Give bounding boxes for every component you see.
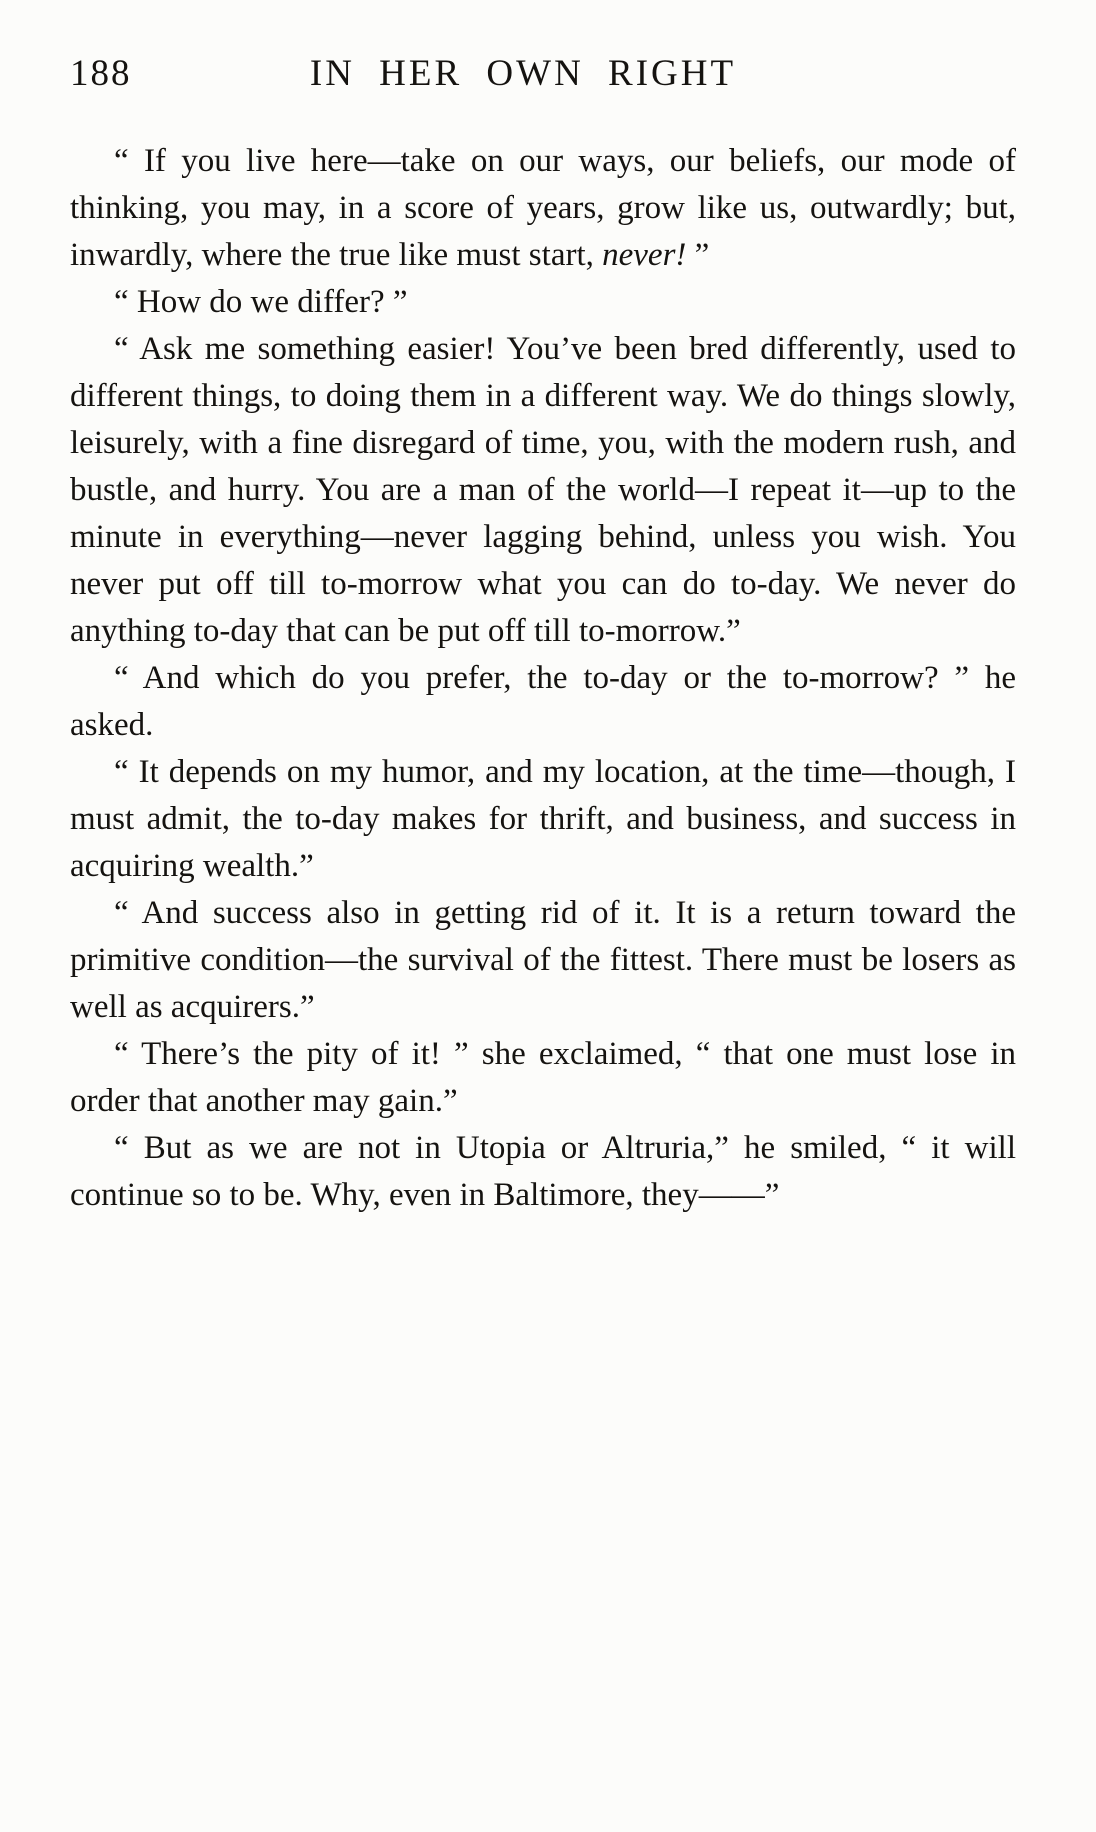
paragraph xyxy=(70,279,1016,326)
text-segment: “ How do we differ? ” xyxy=(114,284,408,320)
page-number: 188 xyxy=(70,53,132,94)
paragraph xyxy=(70,890,1016,1031)
italic-text: never! xyxy=(602,237,687,273)
paragraph xyxy=(70,1031,1016,1125)
text-segment: “ It depends on my humor, and my location, at the time—though, I must admit, the to-day makes for thrift, and business, and success in acquiring wealth.” xyxy=(70,754,1016,884)
text-segment: “ There’s the pity of it! ” she exclaimed, “ that one must lose in order that another may gain.” xyxy=(70,1036,1016,1119)
page-header xyxy=(70,52,1016,104)
text-segment: “ And success also in getting rid of it. It is a return toward the primitive condition—the survival of the fittest. There must be losers as well as acquirers.” xyxy=(70,895,1016,1025)
text-segment: “ And which do you prefer, the to-day or the to-morrow? ” he asked. xyxy=(70,660,1016,743)
paragraph xyxy=(70,1125,1016,1219)
text-segment: ” xyxy=(686,237,710,273)
text-segment: “ But as we are not in Utopia or Altruria,” he smiled, “ it will continue so to be. Why, even in Baltimore, they——” xyxy=(70,1130,1016,1213)
paragraph xyxy=(70,138,1016,279)
page-body xyxy=(70,138,1016,1219)
paragraph xyxy=(70,326,1016,655)
paragraph xyxy=(70,749,1016,890)
text-segment: “ If you live here—take on our ways, our beliefs, our mode of thinking, you may, in a score of years, grow like us, outwardly; but, inwardly, where the true like must start, xyxy=(70,143,1016,273)
paragraph xyxy=(70,655,1016,749)
running-title: IN HER OWN RIGHT xyxy=(309,53,737,94)
text-segment: “ Ask me something easier! You’ve been bred differently, used to different things, to doing them in a different way. We do things slowly, leisurely, with a fine disregard of time, you, with the modern rush, and bustle, and hurry. You are a man of the world—I repeat it—up to the minute in everything—never lagging behind, unless you wish. You never put off till to-morrow what you can do to-day. We never do anything to-day that can be put off till to-morrow.” xyxy=(70,331,1016,649)
